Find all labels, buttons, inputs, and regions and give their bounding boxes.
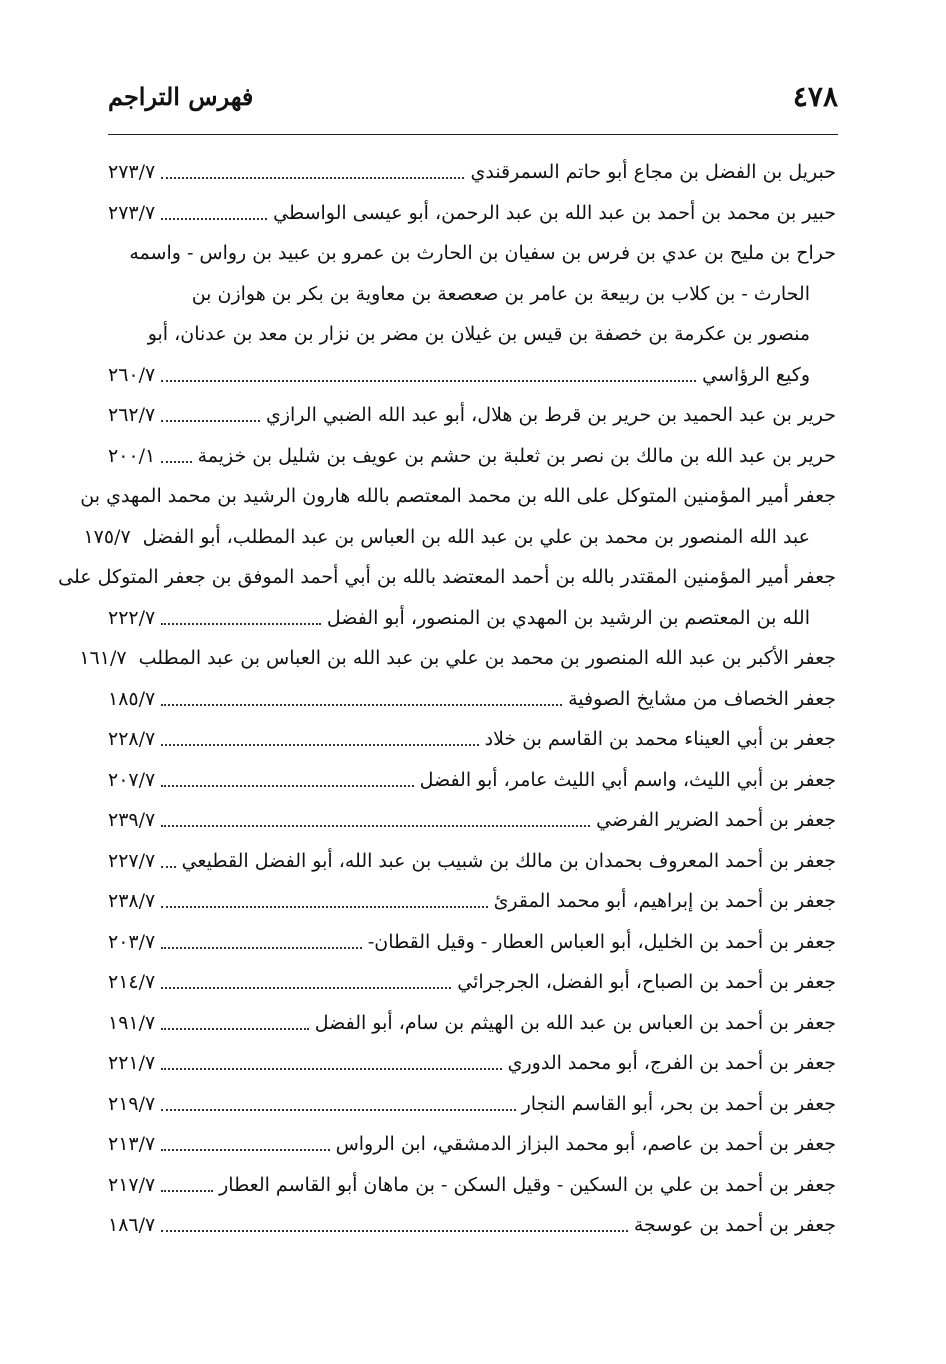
dot-leader [161,906,487,908]
entry-line [108,719,836,760]
entry-name: عبد الله المنصور بن محمد بن علي بن عبد الله بن العباس بن عبد المطلب، أبو الفضل [142,525,810,548]
entry-name: وكيع الرؤاسي [702,363,810,386]
volume-page-reference: ٢٠٧/٧ [108,768,156,791]
entry-name: جعفر بن أحمد بن الفرج، أبو محمد الدوري [507,1052,836,1074]
entry-name: جعفر بن أحمد بن بحر، أبو القاسم النجار [521,1092,836,1115]
volume-page-reference: ٢١٩/٧ [108,1092,156,1115]
entry-name: جعفر الخصاف من مشايخ الصوفية [568,687,836,710]
volume-page-reference: ٢١٧/٧ [108,1173,156,1196]
entry-line [108,1084,836,1125]
volume-page-reference: ٢٦٠/٧ [108,363,156,386]
volume-page-reference: ٢٧٣/٧ [108,201,156,224]
dot-leader [161,177,464,179]
entry-name: حراح بن مليح بن عدي بن فرس بن سفيان بن الحارث بن عمرو بن عبيد بن رواس - واسمه [129,242,836,264]
entry-line [108,436,836,477]
header-rule [108,134,838,135]
dot-leader [161,1109,515,1111]
entry-line [108,881,836,922]
index-entry [108,760,836,801]
index-entry [108,436,836,477]
dot-leader [161,623,321,625]
dot-leader [161,1230,628,1232]
index-entry [80,476,836,557]
page-number: ٤٧٨ [792,80,838,113]
dot-leader [161,785,413,787]
index-entry [108,922,836,963]
volume-page-reference: ١٨٦/٧ [108,1214,156,1236]
entry-name: جعفر الأكبر بن عبد الله المنصور بن محمد بن علي بن عبد الله بن العباس بن عبد المطلب [138,647,836,669]
dot-leader [161,1068,501,1070]
entry-line [83,517,836,558]
entry-name: جعفر بن أحمد المعروف بحمدان بن مالك بن شبيب بن عبد الله، أبو الفضل القطيعي [181,849,836,872]
index-entry [108,1043,836,1084]
entry-name: حرير بن عبد الحميد بن حرير بن قرط بن هلال، أبو عبد الله الضبي الرازي [265,404,836,426]
dot-leader [161,947,362,949]
volume-page-reference: ٢٣٩/٧ [108,809,156,831]
volume-page-reference: ٢٦٢/٧ [108,404,156,426]
index-entry [108,1124,836,1165]
entry-line [80,476,836,517]
entry-name: جعفر بن أحمد بن الخليل، أبو العباس العطار - وقيل القطان- [367,930,836,953]
dot-leader [161,420,260,422]
entry-name: الحارث - بن كلاب بن ربيعة بن عامر بن صعصعة بن معاوية بن بكر بن هوازن بن [191,282,810,305]
index-entry [108,233,836,395]
entry-name: جعفر بن أحمد بن عاصم، أبو محمد البزاز الدمشقي، ابن الرواس [335,1133,836,1155]
entry-name: جعفر بن أبي العيناء محمد بن القاسم بن خلاد [484,728,836,750]
volume-page-reference: ٢٢٢/٧ [108,606,156,629]
entry-name: حبريل بن الفضل بن مجاع أبو حاتم السمرقندي [470,161,836,183]
index-entries [58,152,836,1246]
volume-page-reference: ٢٢٨/٧ [108,728,156,750]
entry-name: جعفر بن أحمد بن علي بن السكين - وقيل السكن - بن ماهان أبو القاسم العطار [219,1173,836,1196]
volume-page-reference: ٢٧٣/٧ [108,161,156,183]
entry-line [108,1205,836,1246]
index-entry [108,881,836,922]
entry-line [79,638,836,679]
volume-page-reference: ١٨٥/٧ [108,687,156,710]
entry-line [108,1043,836,1084]
volume-page-reference: ٢١٤/٧ [108,971,156,993]
index-entry [108,1084,836,1125]
index-entry [108,800,836,841]
entry-line [108,962,836,1003]
index-entry [108,193,836,234]
entry-line [108,922,836,963]
dot-leader [161,1028,308,1030]
entry-name: جعفر بن أحمد بن الصباح، أبو الفضل، الجرجرائي [457,971,836,993]
entry-line [108,395,836,436]
entry-line [108,314,836,355]
volume-page-reference: ٢٢١/٧ [108,1052,156,1074]
volume-page-reference: ٢١٣/٧ [108,1133,156,1155]
entry-line [108,760,836,801]
page-header [108,80,838,124]
entry-line [108,355,836,396]
entry-line [108,1124,836,1165]
dot-leader [161,704,562,706]
entry-line [108,152,836,193]
index-entry [108,152,836,193]
dot-leader [161,1190,213,1192]
index-entry [58,557,836,638]
volume-page-reference: ٢٢٧/٧ [108,849,156,872]
index-entry [108,679,836,720]
volume-page-reference: ٢٠٠/١ [108,444,156,467]
entry-line [108,193,836,234]
index-entry [108,841,836,882]
index-entry [108,1205,836,1246]
dot-leader [161,218,267,220]
entry-name: جعفر بن أحمد الضرير الفرضي [596,809,836,831]
entry-name: حرير بن عبد الله بن مالك بن نصر بن ثعلبة بن حشم بن عويف بن شليل بن خزيمة [197,444,836,467]
index-entry [108,1165,836,1206]
entry-name: جعفر بن أحمد بن إبراهيم، أبو محمد المقرئ [493,890,836,912]
entry-name: منصور بن عكرمة بن خصفة بن قيس بن غيلان بن مضر بن نزار بن معد بن عدنان، أبو [147,323,810,345]
dot-leader [161,380,696,382]
index-entry [108,962,836,1003]
dot-leader [161,987,451,989]
entry-line [58,557,836,598]
entry-name: حبير بن محمد بن أحمد بن عبد الله بن عبد الرحمن، أبو عيسى الواسطي [273,201,836,224]
entry-line [108,841,836,882]
volume-page-reference: ٢٣٨/٧ [108,890,156,912]
index-entry [79,638,836,679]
entry-line [108,1003,836,1044]
index-entry [108,1003,836,1044]
volume-page-reference: ١٧٥/٧ [83,525,131,548]
section-title: فهرس التراجم [108,82,254,111]
index-entry [108,395,836,436]
volume-page-reference: ٢٠٣/٧ [108,930,156,953]
entry-name: جعفر بن أحمد بن العباس بن عبد الله بن الهيثم بن سام، أبو الفضل [314,1011,836,1034]
entry-line [108,274,836,315]
dot-leader [161,1149,329,1151]
entry-line [108,800,836,841]
dot-leader [161,744,478,746]
entry-name: جعفر أمير المؤمنين المقتدر بالله بن أحمد المعتضد بالله بن أبي أحمد الموفق بن جعفر المتوكل على [58,566,836,588]
index-entry [108,719,836,760]
entry-name: جعفر بن أبي الليث، واسم أبي الليث عامر، أبو الفضل [419,768,836,791]
volume-page-reference: ١٩١/٧ [108,1011,156,1034]
entry-name: جعفر بن أحمد بن عوسجة [633,1214,836,1236]
entry-line [108,598,836,639]
entry-name: الله بن المعتصم بن الرشيد بن المهدي بن المنصور، أبو الفضل [326,606,810,629]
dot-leader [161,461,191,463]
entry-name: جعفر أمير المؤمنين المتوكل على الله بن محمد المعتصم بالله هارون الرشيد بن محمد المهدي بن [80,485,836,507]
volume-page-reference: ١٦١/٧ [79,647,127,669]
entry-line [108,233,836,274]
dot-leader [161,825,590,827]
entry-line [108,679,836,720]
dot-leader [161,866,175,868]
entry-line [108,1165,836,1206]
